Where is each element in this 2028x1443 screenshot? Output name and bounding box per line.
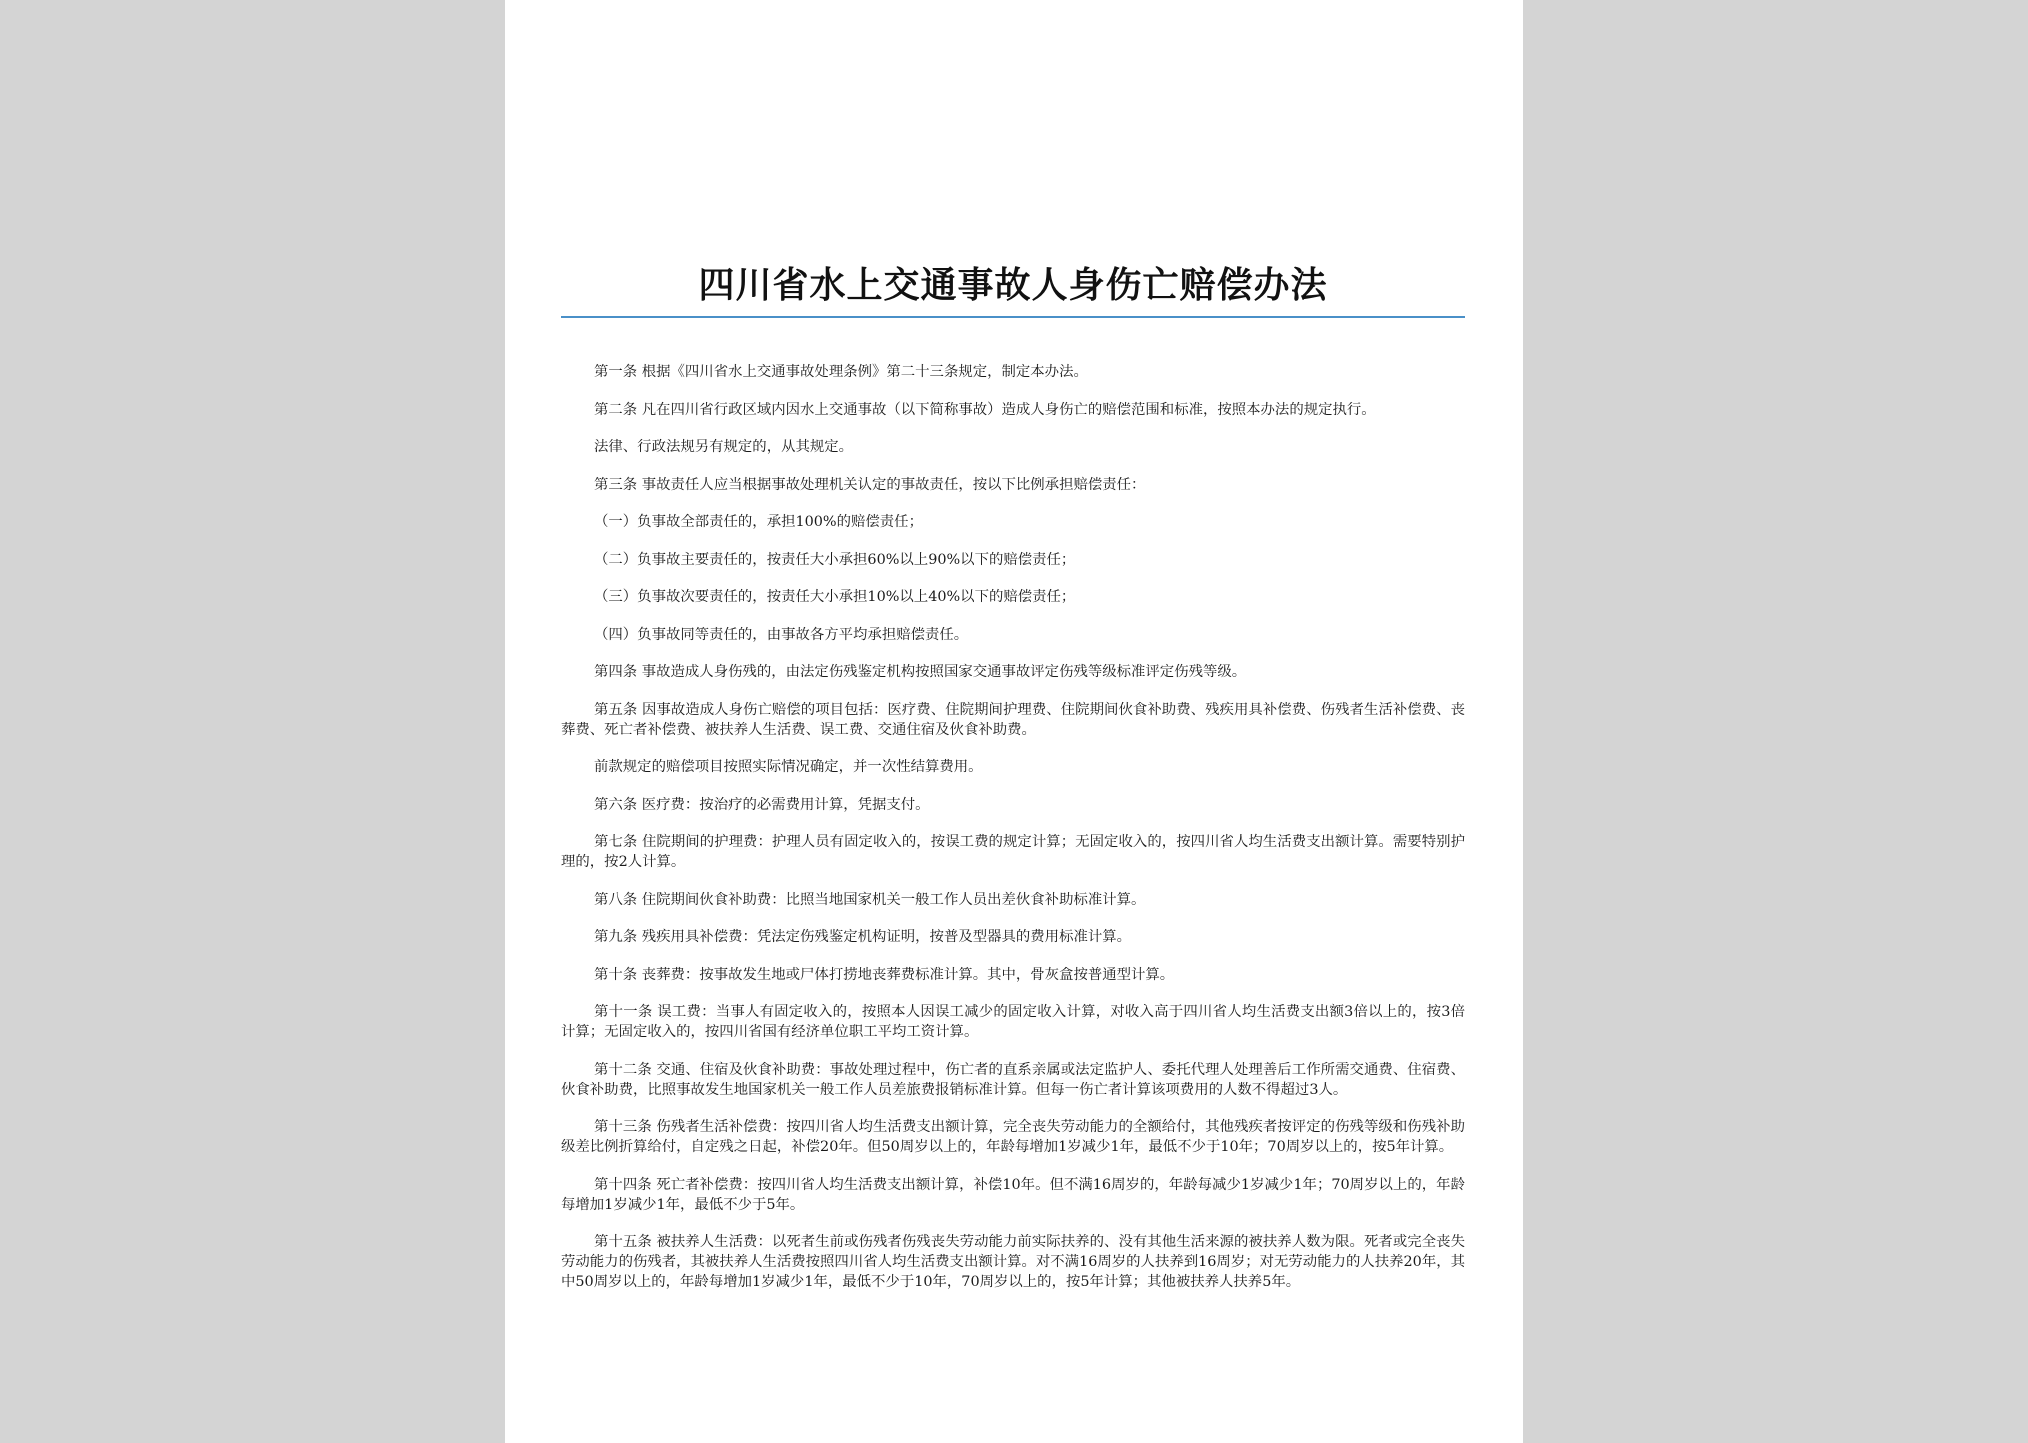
paragraph-article-4: 第四条 事故造成人身伤残的，由法定伤残鉴定机构按照国家交通事故评定伤残等级标准评定伤残等级。 <box>594 664 1247 680</box>
paragraph-article-6: 第六条 医疗费：按治疗的必需费用计算，凭据支付。 <box>594 796 930 813</box>
document-body <box>561 362 1465 1310</box>
paragraph-article-9: 第九条 残疾用具补偿费：凭法定伤残鉴定机构证明，按普及型器具的费用标准计算。 <box>594 929 1132 945</box>
paragraph-article-1: 第一条 根据《四川省水上交通事故处理条例》第二十三条规定，制定本办法。 <box>594 364 1088 380</box>
paragraph-article-5-note: 前款规定的赔偿项目按照实际情况确定，并一次性结算费用。 <box>594 759 983 775</box>
document-title: 四川省水上交通事故人身伤亡赔偿办法 <box>698 265 1328 306</box>
paragraph-article-14: 第十四条 死亡者补偿费：按四川省人均生活费支出额计算，补偿10年。但不满16周岁的，年龄每减少1岁减少1年；70周岁以上的，年龄每增加1岁减少1年，最低不少于5年。 <box>561 1176 1465 1213</box>
paragraph-article-3-item-3: （三）负事故次要责任的，按责任大小承担10%以上40%以下的赔偿责任； <box>594 589 1076 605</box>
paragraph-article-3-item-2: （二）负事故主要责任的，按责任大小承担60%以上90%以下的赔偿责任； <box>594 551 1076 568</box>
paragraph-article-5: 第五条 因事故造成人身伤亡赔偿的项目包括：医疗费、住院期间护理费、住院期间伙食补助费、残疾用具补偿费、伤残者生活补偿费、丧葬费、死亡者补偿费、被扶养人生活费、误工费、交通住宿及伙食补助费。 <box>561 701 1465 738</box>
title-underline <box>561 316 1465 318</box>
paragraph-article-12: 第十二条 交通、住宿及伙食补助费：事故处理过程中，伤亡者的直系亲属或法定监护人、委托代理人处理善后工作所需交通费、住宿费、伙食补助费，比照事故发生地国家机关一般工作人员差旅费报销标准计算。但每一伤亡者计算该项费用的人数不得超过3人。 <box>561 1061 1465 1098</box>
paragraph-article-15: 第十五条 被扶养人生活费：以死者生前或伤残者伤残丧失劳动能力前实际扶养的、没有其他生活来源的被扶养人数为限。死者或完全丧失劳动能力的伤残者，其被扶养人生活费按照四川省人均生活费支出额计算。对不满16周岁的人扶养到16周岁；对无劳动能力的人扶养20年，其中50周岁以上的，年龄每增加1岁减少1年，最低不少于10年，70周岁以上的，按5年计算；其他被扶养人扶养5年。 <box>561 1234 1465 1290</box>
paragraph-article-7: 第七条 住院期间的护理费：护理人员有固定收入的，按误工费的规定计算；无固定收入的，按四川省人均生活费支出额计算。需要特别护理的，按2人计算。 <box>561 834 1465 870</box>
paragraph-article-13: 第十三条 伤残者生活补偿费：按四川省人均生活费支出额计算，完全丧失劳动能力的全额给付，其他残疾者按评定的伤残等级和伤残补助级差比例折算给付，自定残之日起，补偿20年。但50周岁以上的，年龄每增加1岁减少1年，最低不少于10年；70周岁以上的，按5年计算。 <box>561 1119 1465 1155</box>
paragraph-article-3-item-4: （四）负事故同等责任的，由事故各方平均承担赔偿责任。 <box>594 626 969 643</box>
paragraph-article-2-note: 法律、行政法规另有规定的，从其规定。 <box>594 439 854 455</box>
paragraph-article-3: 第三条 事故责任人应当根据事故处理机关认定的事故责任，按以下比例承担赔偿责任： <box>594 476 1146 493</box>
paragraph-article-2: 第二条 凡在四川省行政区域内因水上交通事故（以下简称事故）造成人身伤亡的赔偿范围和标准，按照本办法的规定执行。 <box>594 401 1376 418</box>
document-page <box>505 0 1523 1443</box>
paragraph-article-10: 第十条 丧葬费：按事故发生地或尸体打捞地丧葬费标准计算。其中，骨灰盒按普通型计算。 <box>594 966 1175 983</box>
paragraph-article-11: 第十一条 误工费：当事人有固定收入的，按照本人因误工减少的固定收入计算，对收入高于四川省人均生活费支出额3倍以上的，按3倍计算；无固定收入的，按四川省国有经济单位职工平均工资计算。 <box>561 1004 1465 1040</box>
paragraph-article-3-item-1: （一）负事故全部责任的，承担100%的赔偿责任； <box>594 514 923 530</box>
paragraph-article-8: 第八条 住院期间伙食补助费：比照当地国家机关一般工作人员出差伙食补助标准计算。 <box>594 891 1146 908</box>
